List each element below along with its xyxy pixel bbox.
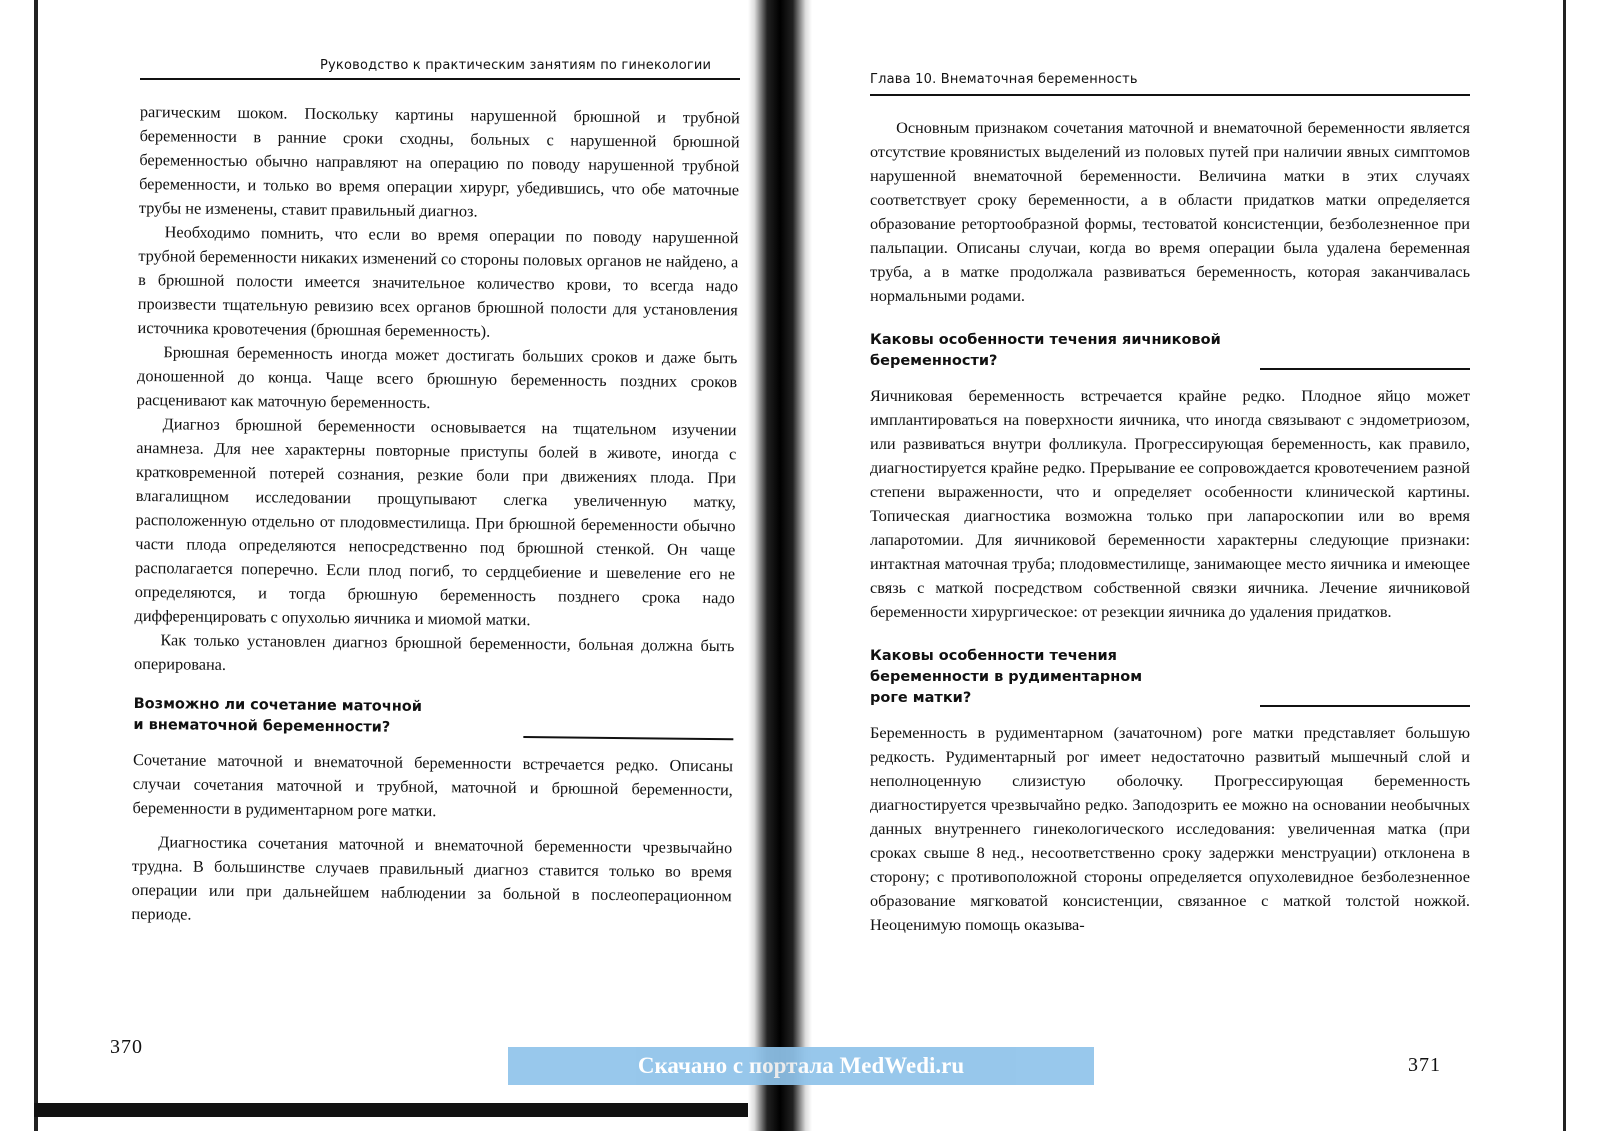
left-body (131, 100, 740, 932)
header-rule (140, 78, 740, 80)
question-line: беременности в рудиментарном (870, 669, 1143, 685)
paragraph: Сочетание маточной и внематочной беременности встречается редко. Описаны случаи сочетания маточной и трубной, маточной и брюшной беременности, беременности в рудиментарном роге матки. (132, 749, 734, 821)
paragraph: Беременность в рудиментарном (зачаточном) роге матки представляет большую редкость. Рудиментарный рог имеет недостаточно развитый мышечный слой и неполноценную слизистую оболочку. Прогрессирующая беременность диагностируется чрезвычайно редко. Заподозрить ее можно на основании необычных данных внутреннего гинекологического исследования: увеличенная матка (при сроках свыше 8 нед., несоответственно сроку задержки менструации) отклонена в сторону; с противоположной стороны определяется опухолевидное безболезненное образование мягковатой консистенции, связанное с маткой толстой ножкой. Неоценимую помощь оказыва- (870, 723, 1470, 934)
section-question (870, 330, 1470, 372)
right-body (870, 116, 1470, 937)
question-line: роге матки? (870, 690, 972, 706)
scan-edge-right (1563, 0, 1566, 1131)
question-line: Возможно ли сочетание маточной (133, 695, 422, 715)
paragraph: Необходимо помнить, что если во время операции по поводу нарушенной трубной беременности никаких изменений со стороны половых органов не найдено, а в брюшной полости имеется значительное количество крови, то всегда надо произвести тщательную ревизию всех органов брюшной полости для установления источника кровотечения (брюшная беременность). (137, 222, 739, 341)
page-number: 371 (1408, 1054, 1441, 1076)
scan-edge-left (34, 0, 38, 1131)
watermark-banner: Скачано с портала MedWedi.ru (508, 1047, 1094, 1085)
section-question (133, 694, 733, 742)
question-rule (1260, 705, 1470, 707)
question-line: Каковы особенности течения яичниковой (870, 332, 1221, 348)
book-spine (748, 0, 812, 1131)
paragraph: Как только установлен диагноз брюшной беременности, больная должна быть оперирована. (133, 630, 735, 674)
paragraph: рагическим шоком. Поскольку картины нарушенной брюшной и трубной беременности в ранние сроки сходны, больных с нарушенной брюшной беременностью обычно направляют на операцию по поводу нарушенной трубной беременности, и только во время операции хирург, убедившись, что обе маточные трубы не изменены, ставит правильный диагноз. (138, 101, 740, 221)
running-header: Руководство к практическим занятиям по гинекологии (320, 58, 712, 73)
paragraph: Основным признаком сочетания маточной и внематочной беременности является отсутствие кровянистых выделений из половых путей при наличии явных симптомов нарушенной внематочной беременности. Величина матки в этих случаях соответствует сроку беременности, а в области придатков матки определяется образование ретортообразной формы, тестоватой консистенции, безболезненное при пальпации. Описаны случаи, когда во время операции была удалена беременная труба, а в матке продолжала развиваться беременность, которая заканчивалась нормальными родами. (870, 118, 1470, 305)
section-question (870, 646, 1470, 709)
question-line: беременности? (870, 353, 998, 369)
question-rule (1260, 368, 1470, 370)
question-line: и внематочной беременности? (133, 716, 391, 736)
page-number: 370 (110, 1036, 143, 1058)
running-header: Глава 10. Внематочная беременность (870, 72, 1138, 87)
question-line: Каковы особенности течения (870, 648, 1117, 664)
paragraph: Брюшная беременность иногда может достигать больших сроков и даже быть доношенной до конца. Чаще всего брюшную беременность поздних сроков расценивают как маточную беременность. (136, 342, 738, 413)
header-rule (870, 94, 1470, 96)
paragraph: Яичниковая беременность встречается крайне редко. Плодное яйцо может имплантироваться на поверхности яичника, что иногда связывают с эндометриозом, или развиваться внутри фолликула. Прогрессирующая беременность, как правило, диагностируется крайне редко. Прерывание ее сопровождается кровотечением разной степени выраженности, что и определяет особенности клинической картины. Топическая диагностика возможна только при лапароскопии или во время лапаротомии. Для яичниковой беременности характерны следующие признаки: интактная маточная труба; плодовместилище, занимающее место яичника и имеющее связь с маткой посредством собственной связки яичника. Лечение яичниковой беременности хирургическое: от резекции яичника до удаления придатков. (870, 386, 1470, 621)
paragraph: Диагностика сочетания маточной и внематочной беременности чрезвычайно трудна. В большинстве случаев правильный диагноз ставится только во время операции или при дальнейшем наблюдении за больной в послеоперационном периоде. (131, 832, 733, 924)
paragraph: Диагноз брюшной беременности основывается на тщательном изучении анамнеза. Для нее характерны повторные приступы болей в животе, иногда с кратковременной потерей сознания, резкие боли при движениях плода. При влагалищном исследовании прощупывают слегка увеличенную матку, расположенную отдельно от плодовместилища. При брюшной беременности обычно части плода определяются непосредственно под брюшной стенкой. Он чаще располагается поперечно. Если плод погиб, то сердцебиение и шевеление его не определяются, и тогда брюшную беременность позднего срока надо дифференцировать с опухолью яичника и миомой матки. (134, 414, 737, 630)
scan-bottom-band (34, 1103, 754, 1117)
